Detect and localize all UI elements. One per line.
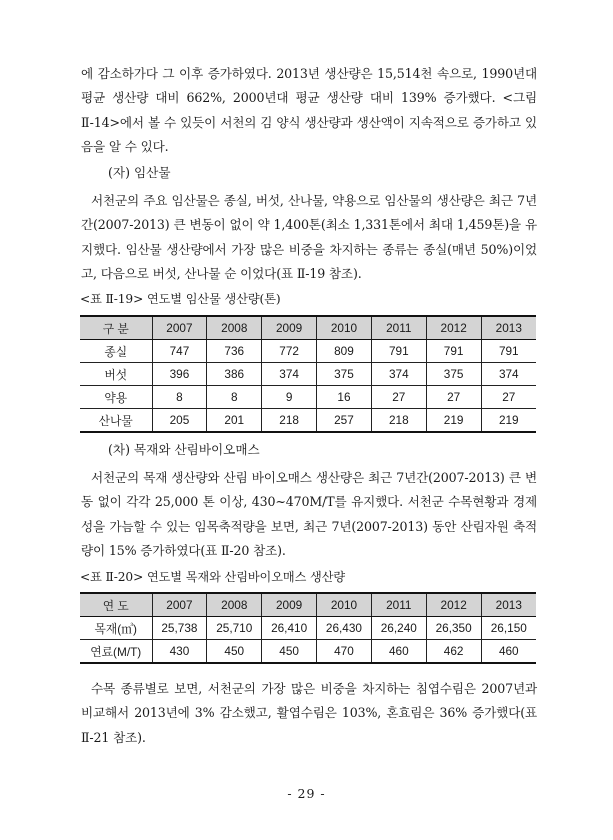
table-header-row xyxy=(80,316,536,340)
table-cell: 460 xyxy=(371,640,426,664)
closing-paragraph: 수목 종류별로 보면, 서천군의 가장 많은 비중을 차지하는 침엽수림은 2007년과 비교해서 2013년에 3% 감소했고, 활엽수림은 103%, 혼효림은 36% 증가했다(표 Ⅱ-21 참조). xyxy=(81,681,537,745)
table-header-cell: 구 분 xyxy=(80,316,152,340)
table-cell: 374 xyxy=(481,363,536,386)
table-cell: 375 xyxy=(426,363,481,386)
table-header-cell: 2009 xyxy=(262,593,317,617)
table-19-caption: <표 Ⅱ-19> 연도별 임산물 생산량(톤) xyxy=(80,292,281,306)
table-row xyxy=(80,363,536,386)
table-cell: 791 xyxy=(481,340,536,363)
table-header-cell: 2009 xyxy=(262,316,317,340)
intro-paragraph: 에 감소하가다 그 이후 증가하였다. 2013년 생산량은 15,514천 속으로, 1990년대 평균 생산량 대비 662%, 2000년대 평균 생산량 대비 139% 증가했다. <그림 Ⅱ-14>에서 볼 수 있듯이 서천의 김 양식 생산량과 생산액이 지속적으로 증가하고 있음을 알 수 있다. xyxy=(81,66,537,155)
table-header-row xyxy=(80,593,536,617)
row-label: 종실 xyxy=(80,340,152,363)
table-header-cell: 2013 xyxy=(481,316,536,340)
page-number: - 29 - xyxy=(287,786,326,801)
table-header-cell: 2007 xyxy=(152,593,207,617)
table-header-cell: 2008 xyxy=(207,316,262,340)
table-cell: 460 xyxy=(481,640,536,664)
table-cell: 218 xyxy=(262,409,317,433)
table-cell: 462 xyxy=(426,640,481,664)
table-header-cell: 2013 xyxy=(481,593,536,617)
row-label: 버섯 xyxy=(80,363,152,386)
table-header-cell: 2010 xyxy=(317,593,372,617)
table-cell: 218 xyxy=(371,409,426,433)
timber-biomass-table xyxy=(80,592,536,664)
table-cell: 27 xyxy=(481,386,536,409)
table-cell: 772 xyxy=(262,340,317,363)
table-cell: 26,150 xyxy=(481,617,536,640)
table-row xyxy=(80,617,536,640)
table-cell: 16 xyxy=(317,386,372,409)
table-header-cell: 2007 xyxy=(152,316,207,340)
table-row xyxy=(80,340,536,363)
table-cell: 219 xyxy=(481,409,536,433)
table-cell: 450 xyxy=(262,640,317,664)
table-cell: 205 xyxy=(152,409,207,433)
table-cell: 747 xyxy=(152,340,207,363)
table-header-cell: 연 도 xyxy=(80,593,152,617)
table-20-caption: <표 Ⅱ-20> 연도별 목재와 산림바이오매스 생산량 xyxy=(80,570,346,584)
timber-biomass-paragraph: 서천군의 목재 생산량와 산림 바이오매스 생산량은 최근 7년간(2007-2013) 큰 변동 없이 각각 25,000 톤 이상, 430~470M/T를 유지했다. 서천군 수목현황과 경제성을 가늠할 수 있는 임목축적량을 보면, 최근 7년(2007-2013) 동안 산림자원 축적량이 15% 증가하였다(표 Ⅱ-20 참조). xyxy=(81,470,537,559)
table-row xyxy=(80,409,536,433)
table-cell: 25,710 xyxy=(207,617,262,640)
table-header-cell: 2011 xyxy=(371,316,426,340)
table-row xyxy=(80,640,536,664)
row-label: 약용 xyxy=(80,386,152,409)
forest-products-table xyxy=(80,315,536,433)
table-header-cell: 2011 xyxy=(371,593,426,617)
section-heading-forest-products: (자) 임산물 xyxy=(108,165,171,180)
table-cell: 8 xyxy=(152,386,207,409)
table-cell: 201 xyxy=(207,409,262,433)
table-cell: 9 xyxy=(262,386,317,409)
row-label: 산나물 xyxy=(80,409,152,433)
table-cell: 375 xyxy=(317,363,372,386)
table-cell: 26,350 xyxy=(426,617,481,640)
table-cell: 791 xyxy=(426,340,481,363)
table-header-cell: 2010 xyxy=(317,316,372,340)
table-cell: 374 xyxy=(371,363,426,386)
table-cell: 450 xyxy=(207,640,262,664)
forest-products-paragraph: 서천군의 주요 임산물은 종실, 버섯, 산나물, 약용으로 임산물의 생산량은 최근 7년간(2007-2013) 큰 변동이 없이 약 1,400톤(최소 1,331톤에서 최대 1,459톤)을 유지했다. 임산물 생산량에서 가장 많은 비중을 차지하는 종류는 종실(매년 50%)이었고, 다음으로 버섯, 산나물 순 이었다(표 Ⅱ-19 참조). xyxy=(81,193,537,282)
table-cell: 257 xyxy=(317,409,372,433)
table-cell: 791 xyxy=(371,340,426,363)
section-heading-timber-biomass: (차) 목재와 산림바이오매스 xyxy=(108,442,260,457)
table-cell: 27 xyxy=(426,386,481,409)
table-cell: 25,738 xyxy=(152,617,207,640)
table-cell: 27 xyxy=(371,386,426,409)
table-cell: 809 xyxy=(317,340,372,363)
table-cell: 470 xyxy=(317,640,372,664)
table-cell: 374 xyxy=(262,363,317,386)
table-header-cell: 2008 xyxy=(207,593,262,617)
table-cell: 26,240 xyxy=(371,617,426,640)
table-cell: 219 xyxy=(426,409,481,433)
table-cell: 26,430 xyxy=(317,617,372,640)
table-cell: 8 xyxy=(207,386,262,409)
table-header-cell: 2012 xyxy=(426,593,481,617)
row-label: 목재(㎥) xyxy=(80,617,152,640)
table-header-cell: 2012 xyxy=(426,316,481,340)
row-label: 연료(M/T) xyxy=(80,640,152,664)
table-cell: 26,410 xyxy=(262,617,317,640)
table-cell: 396 xyxy=(152,363,207,386)
table-row xyxy=(80,386,536,409)
table-cell: 386 xyxy=(207,363,262,386)
table-cell: 430 xyxy=(152,640,207,664)
table-cell: 736 xyxy=(207,340,262,363)
